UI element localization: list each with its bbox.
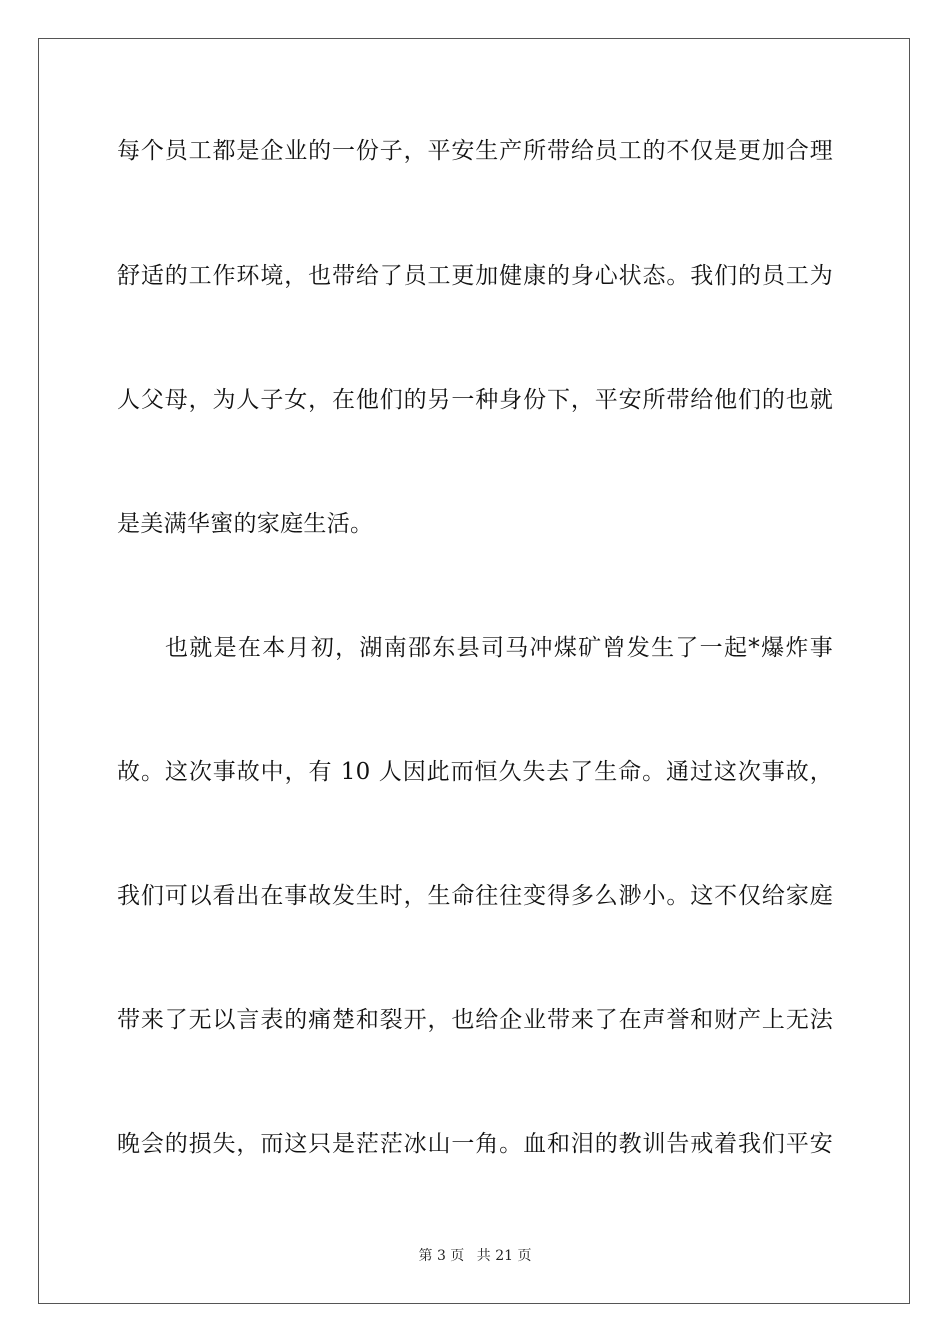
text-line: 我们可以看出在事故发生时，生命往往变得多么渺小。这不仅给家庭 [117,883,833,909]
text-line: 故。这次事故中，有 10 人因此而恒久失去了生命。通过这次事故， [117,759,833,785]
text-line: 晚会的损失，而这只是茫茫冰山一角。血和泪的教训告戒着我们平安 [117,1131,833,1157]
page-border [38,38,910,1304]
page-number: 第 3 页 [418,1248,465,1264]
paragraph-start-line: 也就是在本月初，湖南邵东县司马冲煤矿曾发生了一起*爆炸事 [165,635,833,661]
text-line: 每个员工都是企业的一份子，平安生产所带给员工的不仅是更加合理 [117,138,833,164]
page-total: 共 21 页 [476,1248,532,1264]
text-line: 舒适的工作环境，也带给了员工更加健康的身心状态。我们的员工为 [117,263,833,289]
text-line: 带来了无以言表的痛楚和裂开，也给企业带来了在声誉和财产上无法 [117,1007,833,1033]
text-line: 人父母，为人子女，在他们的另一种身份下，平安所带给他们的也就 [117,387,833,413]
page-footer [0,1247,950,1265]
text-line: 是美满华蜜的家庭生活。 [117,511,374,537]
